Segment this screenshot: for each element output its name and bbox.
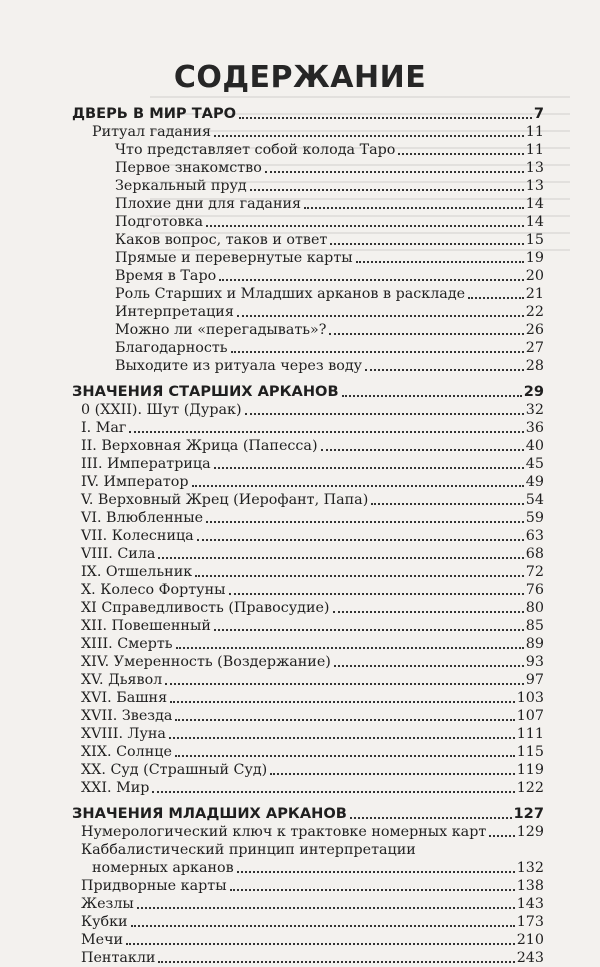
page-number: 59: [525, 510, 544, 526]
toc-section[interactable]: [72, 104, 544, 123]
entry-title: Благодарность: [115, 340, 228, 356]
toc-entry[interactable]: [72, 761, 544, 779]
entry-title: XII. Повешенный: [81, 618, 211, 634]
dot-leader: [350, 816, 512, 819]
toc-entry[interactable]: [72, 913, 544, 931]
dot-leader: [158, 556, 523, 559]
page-number: 129: [516, 824, 544, 840]
page-number: 63: [525, 528, 544, 544]
entry-title: Каков вопрос, таков и ответ: [115, 232, 328, 248]
page-number: 22: [525, 304, 544, 320]
page-number: 76: [525, 582, 544, 598]
toc-entry[interactable]: [72, 249, 544, 267]
entry-title: Первое знакомство: [115, 160, 262, 176]
entry-title: V. Верховный Жрец (Иерофант, Папа): [81, 492, 369, 508]
dot-leader: [237, 870, 515, 873]
entry-title: номерных арканов: [92, 860, 234, 876]
dot-leader: [176, 646, 524, 649]
page-number: 7: [533, 105, 544, 122]
entry-title: Пентакли: [81, 950, 156, 966]
toc-section[interactable]: [72, 382, 544, 401]
toc-entry[interactable]: [72, 177, 544, 195]
page-number: 85: [525, 618, 544, 634]
entry-title: XI Справедливость (Правосудие): [81, 600, 330, 616]
dot-leader: [206, 520, 524, 523]
dot-leader: [342, 394, 522, 397]
dot-leader: [219, 278, 524, 281]
page-number: 107: [516, 708, 544, 724]
dot-leader: [371, 502, 524, 505]
entry-title: Нумерологический ключ к трактовке номерных карт: [81, 824, 487, 840]
page-number: 14: [525, 214, 544, 230]
dot-leader: [175, 718, 514, 721]
page-number: 103: [516, 690, 544, 706]
entry-title: Выходите из ритуала через воду: [115, 358, 363, 374]
entry-title: I. Маг: [81, 420, 127, 436]
entry-title: 0 (XXII). Шут (Дурак): [81, 402, 242, 418]
dot-leader: [330, 242, 523, 245]
dot-leader: [197, 538, 524, 541]
page-number: 119: [516, 762, 544, 778]
entry-title: XIII. Смерть: [81, 636, 173, 652]
page-number: 80: [525, 600, 544, 616]
toc-entry[interactable]: [72, 123, 544, 141]
page-number: 54: [525, 492, 544, 508]
toc-entry[interactable]: [72, 527, 544, 545]
dot-leader: [237, 314, 524, 317]
dot-leader: [270, 772, 514, 775]
page-number: 68: [525, 546, 544, 562]
toc-entry[interactable]: [72, 671, 544, 689]
page-number: 127: [513, 805, 544, 822]
entry-title: IX. Отшельник: [81, 564, 193, 580]
dot-leader: [131, 924, 515, 927]
toc-entry[interactable]: [72, 285, 544, 303]
toc-entry[interactable]: [72, 707, 544, 725]
page-number: 122: [516, 780, 544, 796]
page-number: 111: [516, 726, 544, 742]
page-number: 13: [525, 160, 544, 176]
toc-entry[interactable]: [72, 141, 544, 159]
toc-entry[interactable]: [72, 321, 544, 339]
dot-leader: [334, 664, 524, 667]
page-number: 15: [525, 232, 544, 248]
table-of-contents: [72, 104, 544, 967]
toc-entry[interactable]: [72, 877, 544, 895]
dot-leader: [214, 628, 524, 631]
dot-leader: [333, 610, 524, 613]
page-number: 89: [525, 636, 544, 652]
dot-leader: [239, 116, 532, 119]
entry-title: XVII. Звезда: [81, 708, 173, 724]
dot-leader: [231, 350, 524, 353]
dot-leader: [175, 754, 515, 757]
page-number: 40: [525, 438, 544, 454]
section-title: ЗНАЧЕНИЯ МЛАДШИХ АРКАНОВ: [72, 805, 347, 822]
entry-title: VIII. Сила: [81, 546, 156, 562]
dot-leader: [169, 736, 515, 739]
section-title: ДВЕРЬ В МИР ТАРО: [72, 105, 237, 122]
page-number: 49: [525, 474, 544, 490]
entry-title: Роль Старших и Младших арканов в раскладе: [115, 286, 466, 302]
entry-title: XVI. Башня: [81, 690, 168, 706]
entry-title: Каббалистический принцип интерпретации: [81, 842, 416, 858]
entry-title: III. Императрица: [81, 456, 211, 472]
toc-entry[interactable]: [72, 949, 544, 967]
toc-entry[interactable]: [72, 419, 544, 437]
page-number: 115: [516, 744, 544, 760]
page-number: 11: [525, 142, 544, 158]
section-items: [72, 123, 544, 375]
entry-title: Жезлы: [81, 896, 134, 912]
toc-entry[interactable]: [72, 581, 544, 599]
toc-entry[interactable]: [72, 743, 544, 761]
dot-leader: [265, 170, 524, 173]
toc-entry[interactable]: [72, 267, 544, 285]
toc-entry[interactable]: [72, 563, 544, 581]
entry-title: II. Верховная Жрица (Папесса): [81, 438, 318, 454]
page-number: 29: [523, 383, 544, 400]
entry-title: VII. Колесница: [81, 528, 194, 544]
entry-title: IV. Император: [81, 474, 189, 490]
page-number: 20: [525, 268, 544, 284]
dot-leader: [250, 188, 524, 191]
entry-title: XVIII. Луна: [81, 726, 166, 742]
dot-leader: [137, 906, 515, 909]
toc-entry[interactable]: [72, 401, 544, 419]
dot-leader: [195, 574, 524, 577]
toc-entry[interactable]: [72, 617, 544, 635]
page-number: 243: [516, 950, 544, 966]
toc-entry[interactable]: [72, 545, 544, 563]
entry-title: Плохие дни для гадания: [115, 196, 302, 212]
page-number: 138: [516, 878, 544, 894]
toc-entry[interactable]: [72, 473, 544, 491]
section-items: [72, 401, 544, 797]
dot-leader: [245, 412, 524, 415]
dot-leader: [152, 790, 514, 793]
page-number: 97: [525, 672, 544, 688]
entry-title: Зеркальный пруд: [115, 178, 247, 194]
entry-title: Интерпретация: [115, 304, 234, 320]
entry-title: Время в Таро: [115, 268, 217, 284]
page-number: 27: [525, 340, 544, 356]
page-number: 143: [516, 896, 544, 912]
dot-leader: [304, 206, 524, 209]
toc-entry[interactable]: [72, 841, 544, 859]
dot-leader: [192, 484, 524, 487]
entry-title: VI. Влюбленные: [81, 510, 204, 526]
toc-entry[interactable]: [72, 599, 544, 617]
entry-title: XX. Суд (Страшный Суд): [81, 762, 268, 778]
entry-title: Что представляет собой колода Таро: [115, 142, 396, 158]
toc-entry[interactable]: [72, 725, 544, 743]
entry-title: XXI. Мир: [81, 780, 150, 796]
dot-leader: [489, 834, 514, 837]
entry-title: Подготовка: [115, 214, 204, 230]
entry-title: Мечи: [81, 932, 124, 948]
dot-leader: [206, 224, 524, 227]
entry-title: Можно ли «перегадывать»?: [115, 322, 327, 338]
dot-leader: [214, 466, 524, 469]
dot-leader: [321, 448, 524, 451]
dot-leader: [356, 260, 524, 263]
page-number: 28: [525, 358, 544, 374]
dot-leader: [329, 332, 523, 335]
page-title: СОДЕРЖАНИЕ: [173, 60, 427, 95]
dot-leader: [165, 682, 524, 685]
section-title: ЗНАЧЕНИЯ СТАРШИХ АРКАНОВ: [72, 383, 339, 400]
dot-leader: [229, 592, 524, 595]
entry-title: Прямые и перевернутые карты: [115, 250, 353, 266]
toc-entry[interactable]: [72, 689, 544, 707]
toc-entry[interactable]: [72, 779, 544, 797]
page-number: 19: [525, 250, 544, 266]
toc-entry[interactable]: [72, 491, 544, 509]
toc-entry[interactable]: [72, 931, 544, 949]
dot-leader: [398, 152, 523, 155]
entry-title: XV. Дьявол: [81, 672, 163, 688]
toc-entry[interactable]: [72, 859, 544, 877]
dot-leader: [126, 942, 515, 945]
toc-entry[interactable]: [72, 895, 544, 913]
toc-entry[interactable]: [72, 437, 544, 455]
toc-entry[interactable]: [72, 509, 544, 527]
toc-entry[interactable]: [72, 159, 544, 177]
entry-title: X. Колесо Фортуны: [81, 582, 226, 598]
toc-entry[interactable]: [72, 339, 544, 357]
section-items: [72, 823, 544, 967]
entry-title: Ритуал гадания: [92, 124, 212, 140]
dot-leader: [230, 888, 515, 891]
page-number: 45: [525, 456, 544, 472]
page-number: 72: [525, 564, 544, 580]
dot-leader: [468, 296, 524, 299]
page-number: 210: [516, 932, 544, 948]
toc-entry[interactable]: [72, 213, 544, 231]
dot-leader: [129, 430, 523, 433]
page-number: 132: [516, 860, 544, 876]
page-number: 11: [525, 124, 544, 140]
toc-entry[interactable]: [72, 303, 544, 321]
dot-leader: [158, 960, 514, 963]
page-number: 173: [516, 914, 544, 930]
entry-title: Кубки: [81, 914, 128, 930]
toc-entry[interactable]: [72, 231, 544, 249]
page-number: 13: [525, 178, 544, 194]
page-number: 32: [525, 402, 544, 418]
toc-entry[interactable]: [72, 653, 544, 671]
toc-entry[interactable]: [72, 635, 544, 653]
page-number: 93: [525, 654, 544, 670]
page-number: 36: [525, 420, 544, 436]
toc-entry[interactable]: [72, 823, 544, 841]
toc-entry[interactable]: [72, 357, 544, 375]
dot-leader: [170, 700, 515, 703]
toc-entry[interactable]: [72, 455, 544, 473]
page-number: 26: [525, 322, 544, 338]
entry-title: Придворные карты: [81, 878, 227, 894]
page-number: 14: [525, 196, 544, 212]
dot-leader: [365, 368, 524, 371]
entry-title: XIV. Умеренность (Воздержание): [81, 654, 331, 670]
dot-leader: [214, 134, 524, 137]
toc-section[interactable]: [72, 804, 544, 823]
toc-entry[interactable]: [72, 195, 544, 213]
page-number: 21: [525, 286, 544, 302]
entry-title: XIX. Солнце: [81, 744, 172, 760]
